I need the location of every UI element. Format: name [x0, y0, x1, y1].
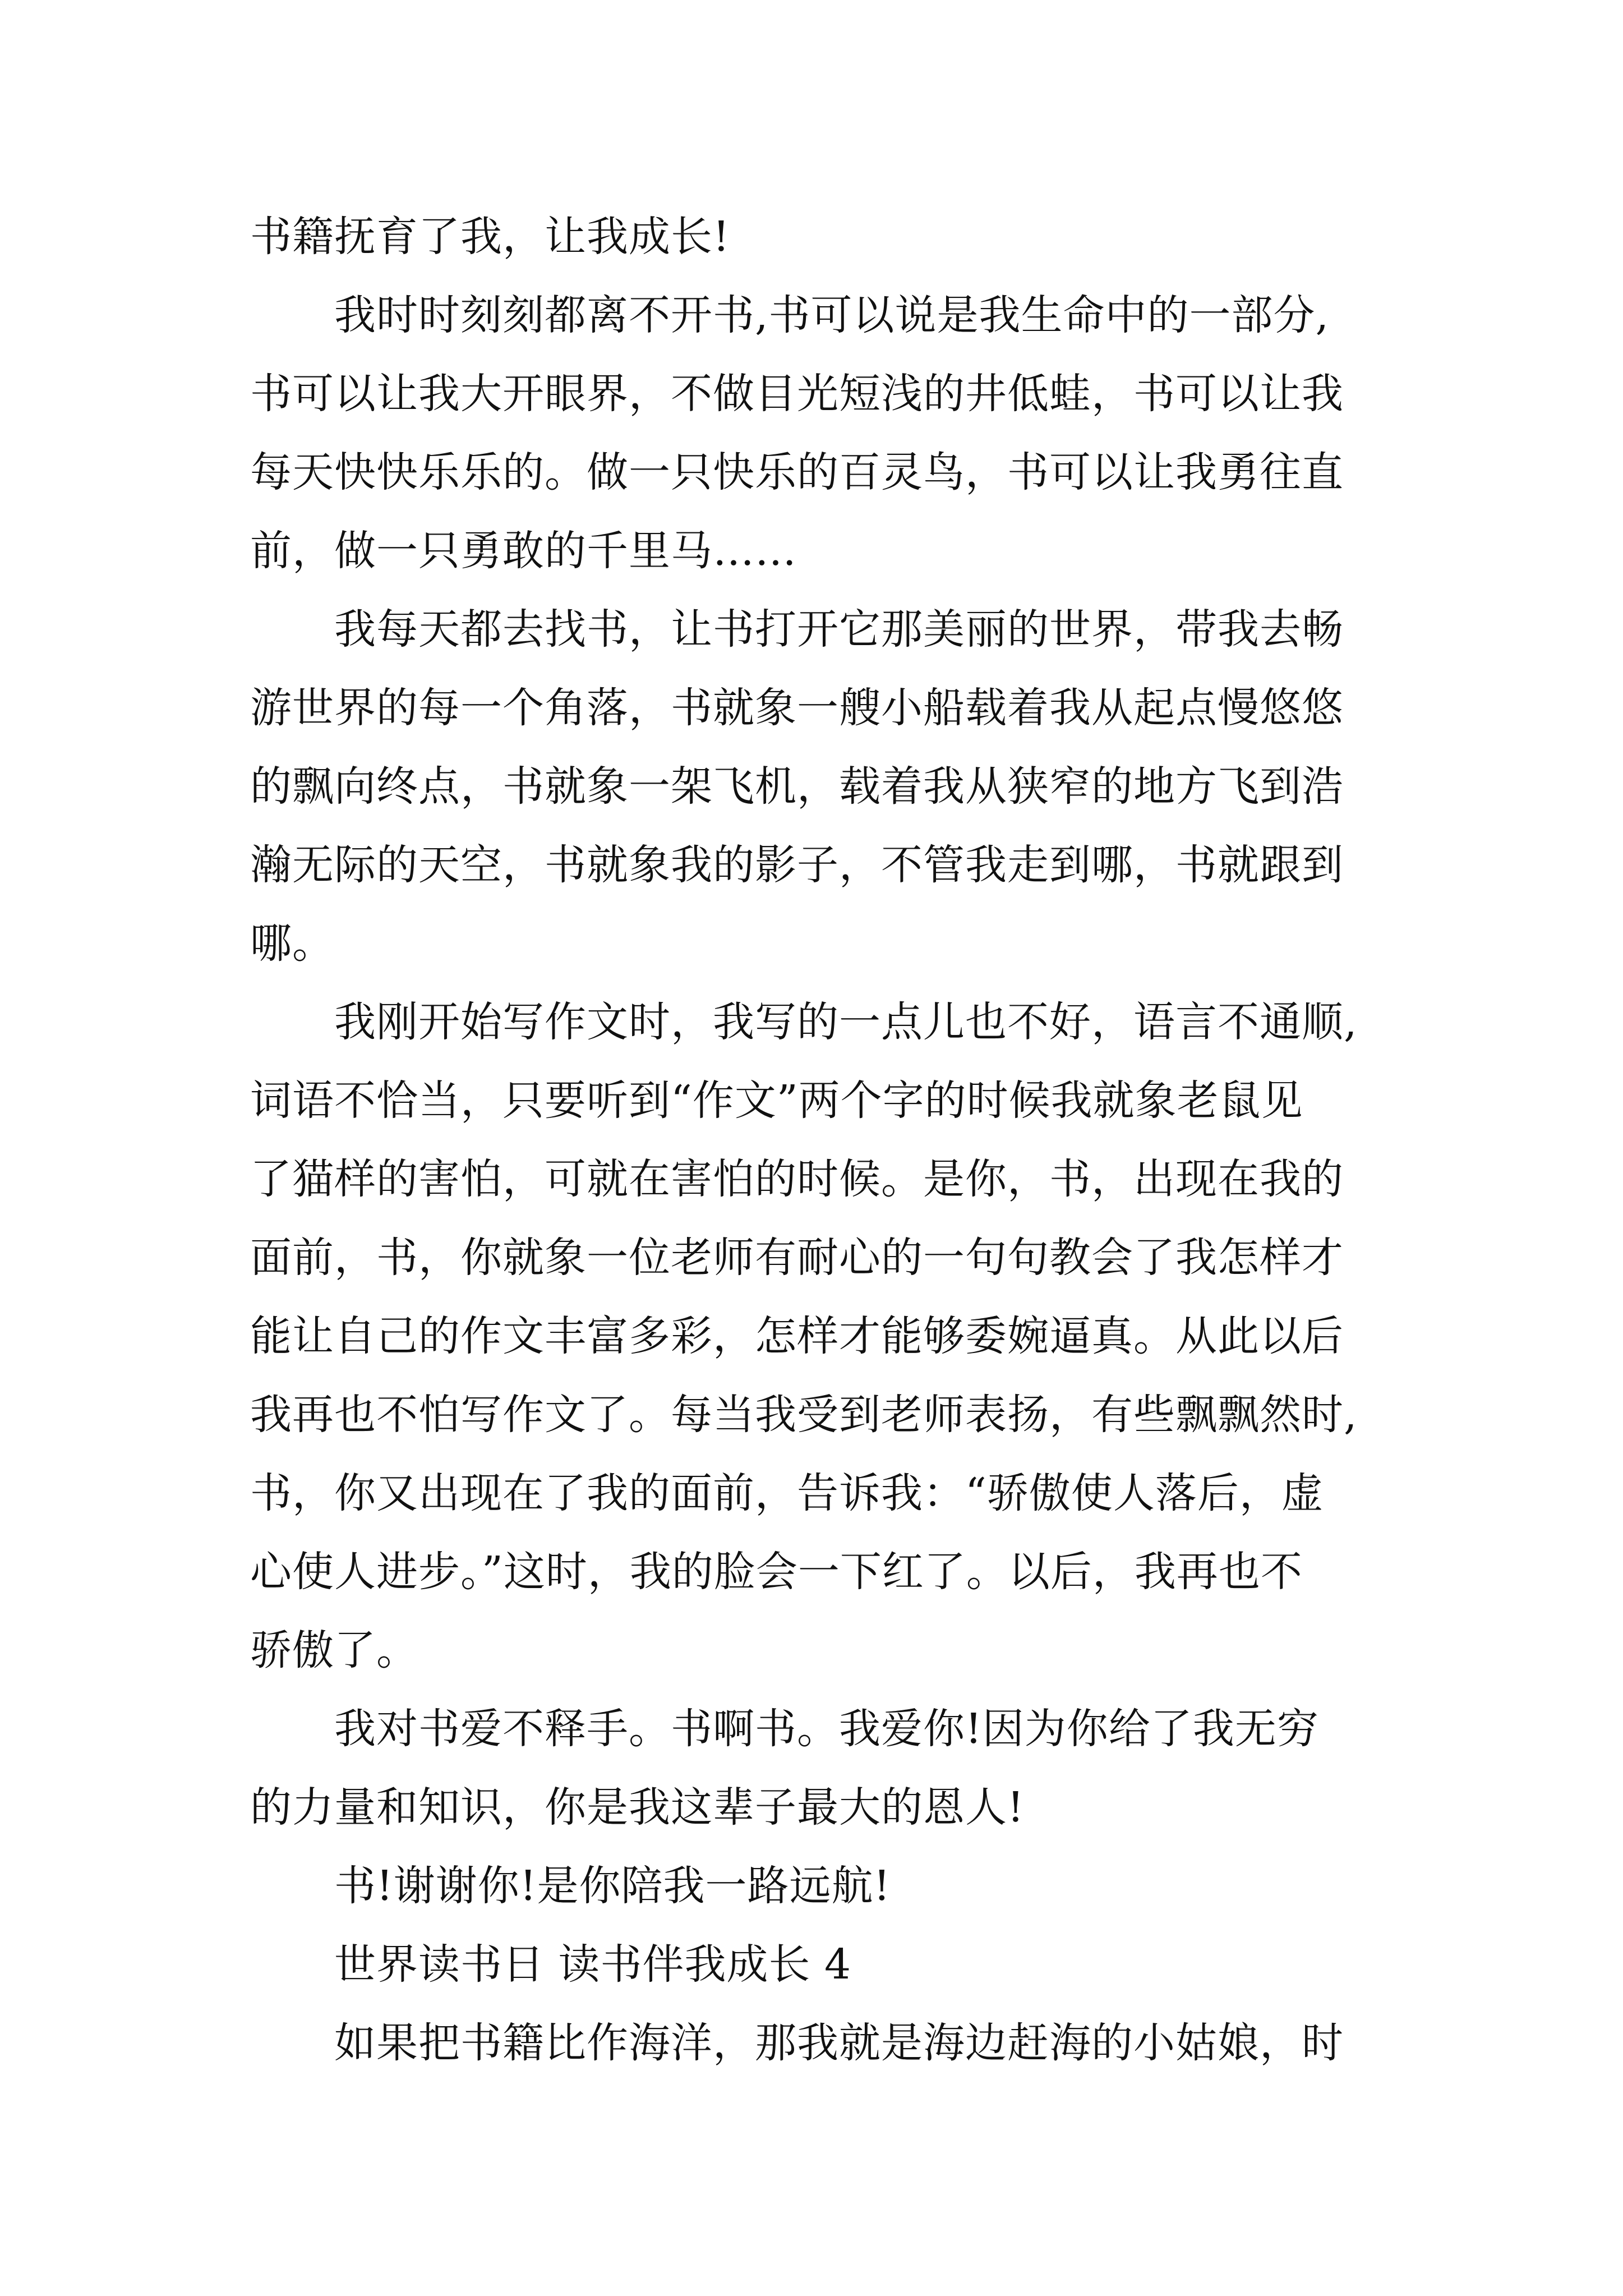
text-line: 每天快快乐乐的。做一只快乐的百灵鸟，书可以让我勇往直 — [250, 448, 1344, 496]
text-line: 前，做一只勇敢的千里马…… — [250, 527, 797, 575]
text-line: 书籍抚育了我，让我成长! — [250, 213, 730, 261]
paragraph-line: 我对书爱不释手。书啊书。我爱你!因为你给了我无穷 — [334, 1705, 1319, 1753]
paragraph-line: 我每天都去找书，让书打开它那美丽的世界，带我去畅 — [334, 605, 1344, 654]
section-heading: 世界读书日 读书伴我成长 4 — [334, 1940, 852, 1989]
paragraph-line: 书!谢谢你!是你陪我一路远航! — [334, 1862, 891, 1910]
text-line: 游世界的每一个角落，书就象一艘小船载着我从起点慢悠悠 — [250, 684, 1344, 732]
text-line: 词语不恰当，只要听到“作文”两个字的时候我就象老鼠见 — [250, 1076, 1303, 1125]
paragraph-line: 如果把书籍比作海洋，那我就是海边赶海的小姑娘，时 — [334, 2019, 1344, 2067]
paragraph-line: 我刚开始写作文时，我写的一点儿也不好，语言不通顺, — [334, 998, 1358, 1046]
text-line: 面前，书，你就象一位老师有耐心的一句句教会了我怎样才 — [250, 1234, 1344, 1282]
text-line: 的飘向终点，书就象一架飞机，载着我从狭窄的地方飞到浩 — [250, 762, 1344, 811]
text-line: 了猫样的害怕，可就在害怕的时候。是你，书，出现在我的 — [250, 1155, 1344, 1203]
paragraph-line: 我时时刻刻都离不开书,书可以说是我生命中的一部分, — [334, 291, 1330, 339]
text-line: 瀚无际的天空，书就象我的影子，不管我走到哪，书就跟到 — [250, 841, 1344, 889]
text-line: 能让自己的作文丰富多彩，怎样才能够委婉逼真。从此以后 — [250, 1312, 1344, 1360]
text-line: 书，你又出现在了我的面前，告诉我：“骄傲使人落后，虚 — [250, 1469, 1324, 1517]
text-line: 哪。 — [250, 919, 334, 968]
text-line: 我再也不怕写作文了。每当我受到老师表扬，有些飘飘然时, — [250, 1391, 1358, 1439]
text-line: 骄傲了。 — [250, 1626, 418, 1674]
text-line: 书可以让我大开眼界，不做目光短浅的井低蛙，书可以让我 — [250, 370, 1344, 418]
text-line: 心使人进步。”这时，我的脸会一下红了。以后，我再也不 — [250, 1548, 1303, 1596]
text-line: 的力量和知识，你是我这辈子最大的恩人! — [250, 1783, 1025, 1832]
